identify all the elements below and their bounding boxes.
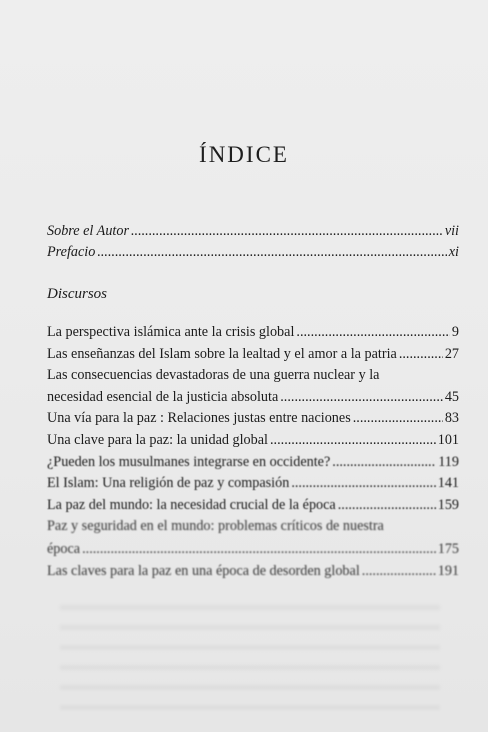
- toc-entry-page: 9: [451, 324, 459, 340]
- toc-entry-label: Una clave para la paz: la unidad global: [47, 432, 268, 448]
- toc-entry: [47, 432, 459, 449]
- leader-dots: [270, 432, 436, 449]
- leader-dots: [131, 223, 443, 240]
- toc-entry-page: 175: [437, 541, 459, 557]
- toc-entry-label: Las enseñanzas del Islam sobre la lealtad y el amor a la patria: [47, 346, 397, 362]
- toc-entry: [47, 410, 459, 427]
- toc-entry-page: 83: [444, 410, 459, 426]
- toc-entry-page: 191: [437, 563, 459, 579]
- toc-entry-label: necesidad esencial de la justicia absoluta: [47, 389, 279, 405]
- toc-entry: [47, 475, 459, 492]
- leader-dots: [82, 541, 436, 558]
- toc-entry-sobre-el-autor: [47, 223, 459, 240]
- toc-entry-label: Una vía para la paz : Relaciones justas entre naciones: [47, 410, 351, 426]
- leader-dots: [280, 389, 443, 406]
- toc-entry-page: 101: [437, 432, 459, 448]
- toc-entry-line1: Paz y seguridad en el mundo: problemas críticos de nuestra: [47, 518, 384, 534]
- toc-entry-label: Prefacio: [47, 244, 96, 260]
- leader-dots: [97, 244, 446, 261]
- toc-entry: [47, 389, 459, 406]
- toc-entry-page: vii: [444, 223, 459, 239]
- toc-entry-prefacio: [47, 244, 459, 261]
- leader-dots: [362, 563, 436, 580]
- toc-entry: [47, 454, 459, 471]
- leader-dots: [338, 497, 436, 514]
- toc-entry-page: 45: [444, 389, 459, 405]
- toc-entry-page: 141: [437, 475, 459, 491]
- leader-dots: [399, 346, 443, 363]
- toc-entry-label: La paz del mundo: la necesidad crucial de la época: [47, 497, 336, 513]
- toc-entry: [47, 563, 459, 580]
- toc-entry-label: Las claves para la paz en una época de desorden global: [47, 563, 360, 579]
- toc-entry-label: Sobre el Autor: [47, 223, 129, 239]
- toc-entry: [47, 346, 459, 363]
- toc-entry-label: El Islam: Una religión de paz y compasión: [47, 475, 290, 491]
- leader-dots: [332, 454, 436, 471]
- leader-dots: [353, 410, 443, 427]
- section-title: Discursos: [47, 286, 108, 302]
- toc-entry: [47, 324, 459, 341]
- toc-entry-label: La perspectiva islámica ante la crisis global: [47, 324, 295, 340]
- toc-entry-line1: Las consecuencias devastadoras de una guerra nuclear y la: [47, 367, 380, 383]
- leader-dots: [291, 475, 435, 492]
- toc-entry-page: 159: [437, 497, 459, 513]
- toc-entry-label: época: [47, 541, 81, 557]
- toc-entry-label: ¿Pueden los musulmanes integrarse en occidente?: [47, 454, 331, 470]
- page-title: ÍNDICE: [199, 142, 289, 167]
- toc-entry-page: 119: [438, 454, 459, 470]
- show-through-texture: [60, 590, 440, 720]
- toc-entry-page: xi: [448, 244, 459, 260]
- toc-entry-page: 27: [444, 346, 459, 362]
- toc-entry: [47, 497, 459, 514]
- leader-dots: [296, 324, 450, 341]
- toc-entry: [47, 541, 459, 558]
